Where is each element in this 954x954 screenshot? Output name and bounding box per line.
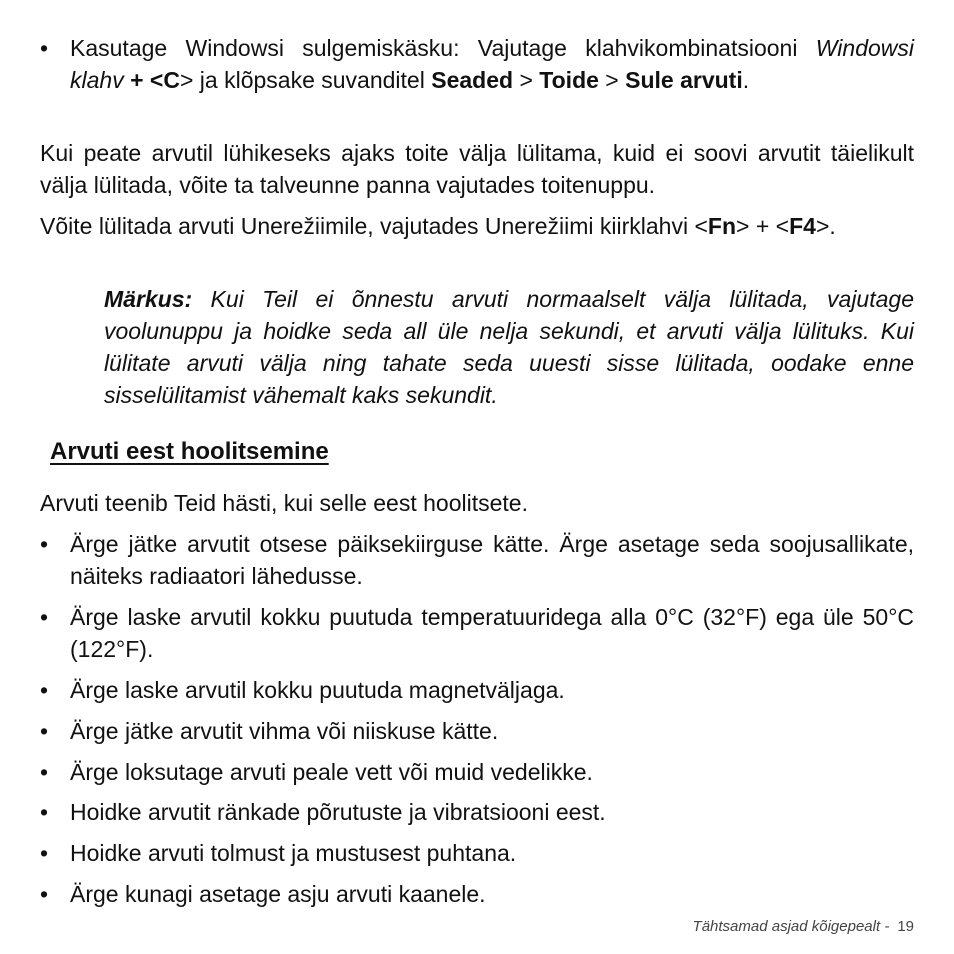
footer-text: Tähtsamad asjad kõigepealt - [692, 918, 890, 935]
bullet-marker: • [40, 799, 49, 825]
page-footer [693, 918, 914, 935]
shutdown-bullet-text: Kasutage Windowsi sulgemiskäsku: Vajutage klahvikombinatsiooni Windowsi klahv + <C> ja klõpsake suvanditel Seaded > Toide > Sule arvuti. [70, 35, 914, 93]
section-heading: Arvuti eest hoolitsemine [50, 438, 329, 465]
care-bullet-text: Ärge jätke arvutit vihma või niiskuse kätte. [70, 718, 499, 744]
section-intro: Arvuti teenib Teid hästi, kui selle eest hoolitsete. [40, 490, 528, 516]
note-label: Märkus: [104, 286, 193, 312]
sleep-paragraph: Võite lülitada arvuti Unerežiimile, vajutades Unerežiimi kiirklahvi <Fn> + <F4>. [40, 213, 836, 239]
bullet-marker: • [40, 759, 49, 785]
page-number: 19 [897, 918, 914, 935]
bullet-marker: • [40, 718, 49, 744]
care-bullet [40, 796, 914, 828]
bullet-marker: • [40, 531, 49, 557]
care-bullet [40, 756, 914, 788]
hibernate-paragraph: Kui peate arvutil lühikeseks ajaks toite välja lülitama, kuid ei soovi arvutit täielikult välja lülitada, võite ta talveunne panna vajutades toitenuppu. [40, 140, 914, 198]
bullet-marker: • [40, 881, 49, 907]
care-bullet [40, 715, 914, 747]
care-bullet [40, 601, 914, 665]
bullet-marker: • [40, 840, 49, 866]
care-bullet [40, 528, 914, 592]
care-bullet [40, 878, 914, 910]
care-bullet [40, 674, 914, 706]
note-text: Kui Teil ei õnnestu arvuti normaalselt välja lülitada, vajutage voolunuppu ja hoidke seda all üle nelja sekundi, et arvuti välja lülituks. Kui lülitate arvuti välja ning tahate seda uuesti sisse lülitada, oodake enne sisselülitamist vähemalt kaks sekundit. [104, 286, 914, 408]
note-paragraph [104, 283, 914, 411]
care-bullet-text: Hoidke arvutit ränkade põrutuste ja vibratsiooni eest. [70, 799, 606, 825]
bullet-marker: • [40, 677, 49, 703]
care-bullet-text: Ärge laske arvutil kokku puutuda magnetväljaga. [70, 677, 565, 703]
care-bullet-text: Ärge laske arvutil kokku puutuda temperatuuridega alla 0°C (32°F) ega üle 50°C (122°F). [70, 604, 914, 662]
shutdown-bullet [40, 32, 914, 96]
care-bullet-text: Ärge kunagi asetage asju arvuti kaanele. [70, 881, 486, 907]
bullet-marker: • [40, 604, 49, 630]
care-bullet-text: Hoidke arvuti tolmust ja mustusest puhtana. [70, 840, 517, 866]
care-bullet-text: Ärge jätke arvutit otsese päiksekiirguse kätte. Ärge asetage seda soojusallikate, näiteks radiaatori lähedusse. [70, 531, 914, 589]
bullet-marker: • [40, 35, 49, 61]
care-bullet-text: Ärge loksutage arvuti peale vett või muid vedelikke. [70, 759, 593, 785]
care-bullet [40, 837, 914, 869]
